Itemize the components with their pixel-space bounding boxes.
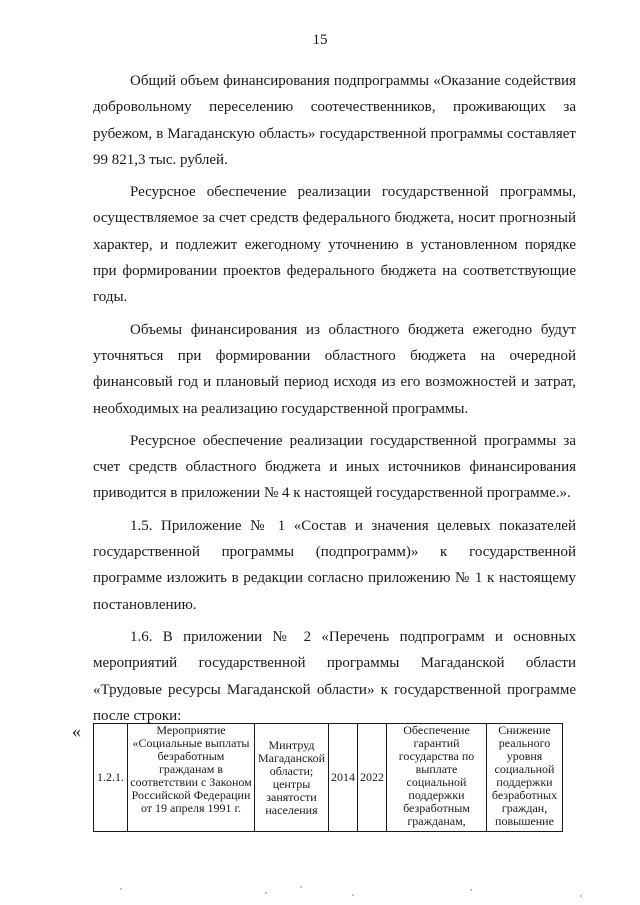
row-number-cell: 1.2.1.	[94, 724, 128, 832]
paragraph-financing-total: Общий объем финансирования подпрограммы «Оказание содействия добровольному переселению соотечественников, проживающих за рубежом, в Магаданскую область» государственной программы составляет 99 821,3 тыс. рублей.	[93, 73, 576, 168]
paragraph-item-1-6: 1.6. В приложении № 2 «Перечень подпрограмм и основных мероприятий государственной программы Магаданской области «Трудовые ресурсы Магаданской области» к государственной программе после строки:	[93, 628, 576, 724]
end-year-cell: 2022	[358, 724, 387, 832]
opening-quote-mark: «	[72, 721, 81, 741]
page-number: 15	[312, 32, 328, 48]
paragraph-regional-budget: Объемы финансирования из областного бюджета ежегодно будут уточняться при формировании областного бюджета на очередной финансовый год и плановый период исходя из его возможностей и затрат, необходимых на реализацию государственной программы.	[93, 321, 576, 417]
measures-table	[93, 723, 563, 832]
expected-result-cell: Обеспечение гарантий государства по выплате социальной поддержки безработным гражданам,	[387, 724, 487, 832]
paragraph-resource-appendix: Ресурсное обеспечение реализации государственной программы за счет средств областного бюджета и иных источников финансирования приводится в приложении № 4 к настоящей государственной программе.».	[93, 432, 576, 502]
measure-name-cell: Мероприятие «Социальные выплаты безработным гражданам в соответствии с Законом Российской Федерации от 19 апреля 1991 г.	[128, 724, 255, 832]
document-body	[93, 68, 576, 729]
consequences-cell: Снижение реального уровня социальной поддержки безработных граждан, повышение	[487, 724, 563, 832]
start-year-cell: 2014	[329, 724, 358, 832]
executor-cell: Минтруд Магаданской области; центры занятости населения	[255, 724, 329, 832]
table-row	[94, 724, 563, 832]
paragraph-federal-budget: Ресурсное обеспечение реализации государственной программы, осуществляемое за счет средств федерального бюджета, носит прогнозный характер, и подлежит ежегодному уточнению в установленном порядке при формировании проектов федерального бюджета на соответствующие годы.	[93, 184, 576, 306]
scan-noise	[0, 880, 640, 905]
paragraph-item-1-5: 1.5. Приложение № 1 «Состав и значения целевых показателей государственной программы (подпрограмм)» к государственной программе изложить в редакции согласно приложению № 1 к настоящему постановлению.	[93, 517, 576, 613]
